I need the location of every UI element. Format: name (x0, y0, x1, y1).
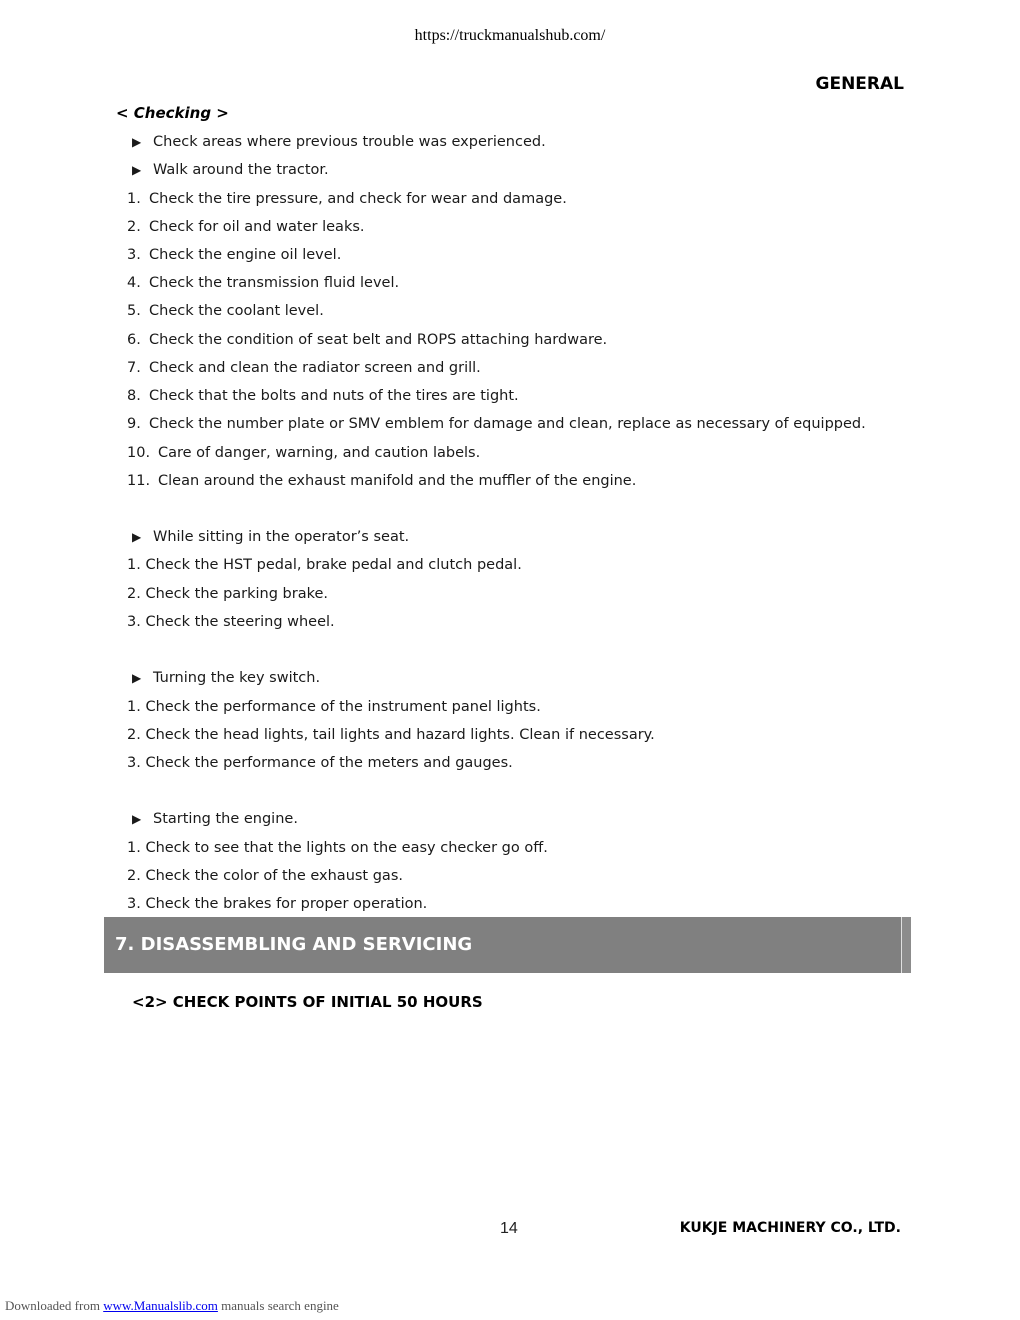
subheading: <2> CHECK POINTS OF INITIAL 50 HOURS (132, 993, 483, 1011)
bullet-arrow-icon: ▶ (132, 530, 142, 544)
download-note: Downloaded from www.Manualslib.com manuals search engine (5, 1298, 339, 1313)
bullet-arrow-icon: ▶ (132, 812, 142, 826)
check-item: 7. Check and clean the radiator screen and grill. (127, 360, 481, 376)
bullet-line: ▶ While sitting in the operator’s seat. (132, 529, 410, 545)
check-item: 6. Check the condition of seat belt and ROPS attaching hardware. (127, 332, 608, 348)
check-item: 4. Check the transmission fluid level. (127, 275, 400, 291)
check-item: 3. Check the steering wheel. (127, 614, 335, 630)
check-item: 1. Check the tire pressure, and check for wear and damage. (127, 191, 567, 207)
source-url: https://truckmanualshub.com/ (414, 27, 606, 44)
page-number: 14 (500, 1220, 518, 1237)
check-item: 3. Check the performance of the meters and gauges. (127, 755, 513, 771)
company-name: KUKJE MACHINERY CO., LTD. (679, 1220, 901, 1236)
section-title: GENERAL (815, 74, 904, 94)
check-item: 11. Clean around the exhaust manifold and the muffler of the engine. (127, 473, 637, 489)
check-item: 3. Check the brakes for proper operation. (127, 896, 428, 912)
check-item: 9. Check the number plate or SMV emblem for damage and clean, replace as necessary of equipped. (127, 416, 866, 432)
check-item: 1. Check the HST pedal, brake pedal and clutch pedal. (127, 557, 522, 573)
bullet-arrow-icon: ▶ (132, 135, 142, 149)
check-item: 3. Check the engine oil level. (127, 247, 342, 263)
check-item: 10. Care of danger, warning, and caution labels. (127, 445, 481, 461)
banner-title: 7. DISASSEMBLING AND SERVICING (115, 934, 473, 955)
bullet-arrow-icon: ▶ (132, 163, 142, 177)
section-banner (104, 917, 911, 973)
manualslib-link[interactable]: www.Manualslib.com (103, 1298, 218, 1313)
check-item: 8. Check that the bolts and nuts of the tires are tight. (127, 388, 519, 404)
check-item: 2. Check the head lights, tail lights and hazard lights. Clean if necessary. (127, 727, 655, 743)
check-item: 2. Check the parking brake. (127, 586, 329, 602)
checking-heading: < Checking > (116, 104, 229, 122)
bullet-line: ▶ Walk around the tractor. (132, 162, 329, 178)
check-item: 1. Check the performance of the instrument panel lights. (127, 699, 541, 715)
bullet-line: ▶ Turning the key switch. (132, 670, 321, 686)
check-item: 1. Check to see that the lights on the easy checker go off. (127, 840, 548, 856)
bullet-arrow-icon: ▶ (132, 671, 142, 685)
check-item: 2. Check for oil and water leaks. (127, 219, 365, 235)
check-item: 2. Check the color of the exhaust gas. (127, 868, 403, 884)
banner-divider (901, 917, 902, 973)
bullet-line: ▶ Starting the engine. (132, 811, 298, 827)
bullet-line: ▶ Check areas where previous trouble was experienced. (132, 134, 546, 150)
check-item: 5. Check the coolant level. (127, 303, 324, 319)
